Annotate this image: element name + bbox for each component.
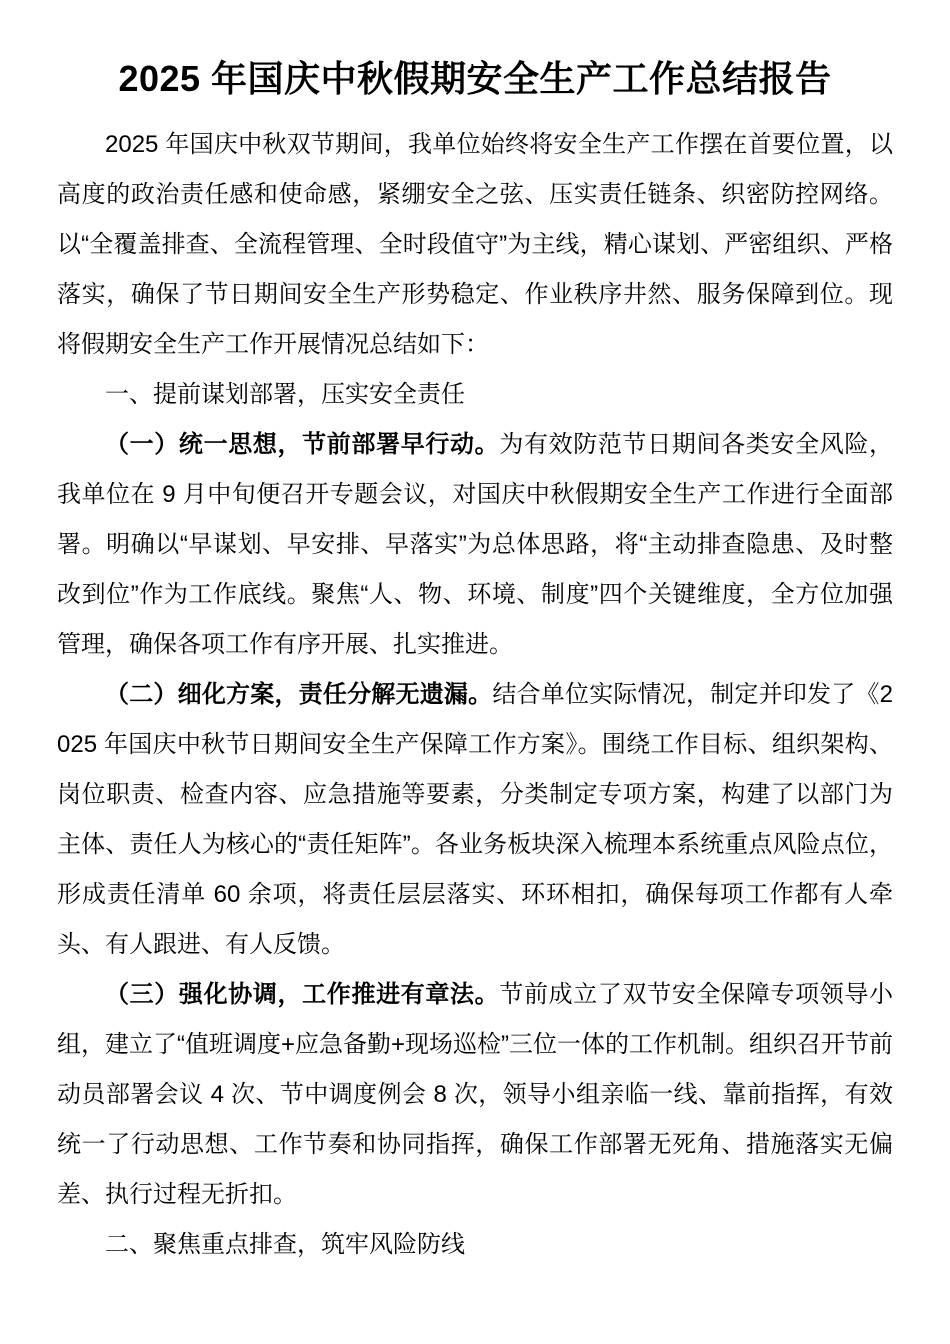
section-heading-2: 二、聚焦重点排查，筑牢风险防线 (105, 1231, 465, 1258)
paragraph-1-3-body: 节前成立了双节安全保障专项领导小组，建立了“值班调度+应急备勤+现场巡检”三位一体的工作机制。组织召开节前动员部署会议 4 次、节中调度例会 8 次，领导小组亲临一线、靠前指挥，有效统一了行动思想、工作节奏和协同指挥，确保工作部署无死角、措施落实无偏差、执行过程无折扣。 (57, 981, 894, 1208)
section-heading-1: 一、提前谋划部署，压实安全责任 (105, 381, 465, 408)
document-title: 2025 年国庆中秋假期安全生产工作总结报告 (118, 58, 832, 99)
paragraph-1-3-lead: （三）强化协调，工作推进有章法。 (105, 981, 500, 1008)
paragraph-1-1-lead: （一）统一思想，节前部署早行动。 (105, 431, 500, 458)
paragraph-1-2-lead: （二）细化方案，责任分解无遗漏。 (105, 681, 493, 708)
paragraph-1-2-body: 结合单位实际情况，制定并印发了《2025 年国庆中秋节日期间安全生产保障工作方案》。围绕工作目标、组织架构、岗位职责、检查内容、应急措施等要素，分类制定专项方案，构建了以部门为主体、责任人为核心的“责任矩阵”。各业务板块深入梳理本系统重点风险点位，形成责任清单 60 余项，将责任层层落实、环环相扣，确保每项工作都有人牵头、有人跟进、有人反馈。 (57, 681, 893, 958)
paragraph-1-2 (57, 670, 893, 970)
paragraph-1-1-body: 为有效防范节日期间各类安全风险，我单位在 9 月中旬便召开专题会议，对国庆中秋假期安全生产工作进行全面部署。明确以“早谋划、早安排、早落实”为总体思路，将“主动排查隐患、及时整改到位”作为工作底线。聚焦“人、物、环境、制度”四个关键维度，全方位加强管理，确保各项工作有序开展、扎实推进。 (57, 431, 894, 658)
paragraph-1-3 (57, 970, 893, 1220)
paragraph-1-1 (57, 420, 893, 670)
intro-paragraph: 2025 年国庆中秋双节期间，我单位始终将安全生产工作摆在首要位置，以高度的政治责任感和使命感，紧绷安全之弦、压实责任链条、织密防控网络。以“全覆盖排查、全流程管理、全时段值守”为主线，精心谋划、严密组织、严格落实，确保了节日期间安全生产形势稳定、作业秩序井然、服务保障到位。现将假期安全生产工作开展情况总结如下： (57, 131, 893, 358)
